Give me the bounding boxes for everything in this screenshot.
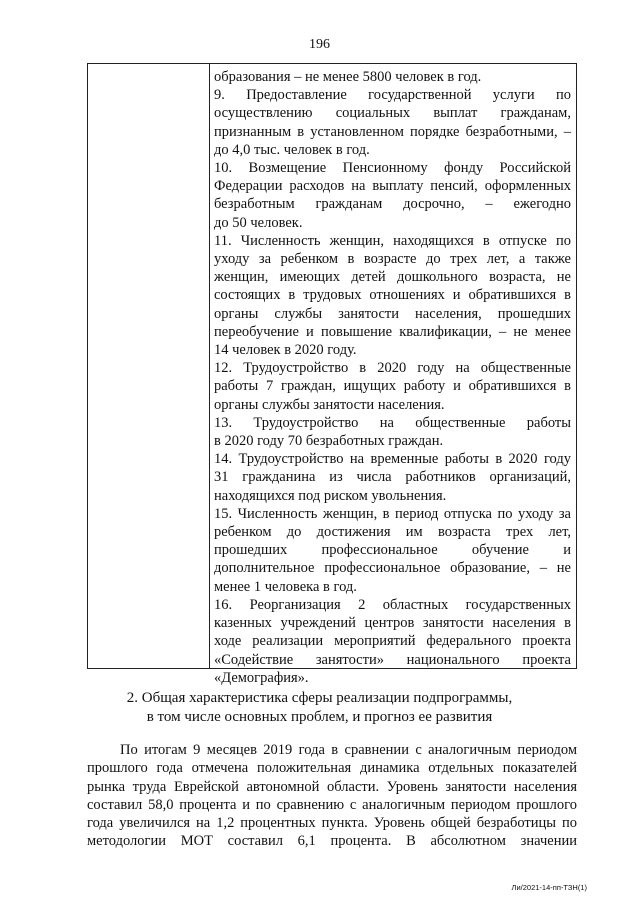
cell-line: образования – не менее 5800 человек в год. bbox=[214, 69, 482, 85]
table-cell-measures bbox=[214, 68, 571, 687]
cell-line: в 2020 году 70 безработных граждан. bbox=[214, 433, 444, 450]
cell-line: дополнительное профессиональное образование, – не bbox=[214, 560, 571, 577]
cell-line: осуществлению социальных выплат гражданам, bbox=[214, 105, 571, 122]
cell-line: 11. Численность женщин, находящихся в отпуске по bbox=[214, 232, 571, 249]
cell-line: состоящих в трудовых отношениях и обратившихся в bbox=[214, 287, 571, 304]
cell-line: до 4,0 тыс. человек в год. bbox=[214, 141, 370, 158]
cell-line: прошедших профессиональное обучение и bbox=[214, 542, 571, 559]
cell-line: 15. Численность женщин, в период отпуска по уходу за bbox=[214, 505, 571, 522]
cell-line: «Содействие занятости» национального проекта bbox=[214, 651, 571, 668]
body-line: года увеличился на 1,2 процентных пункта. Уровень общей безработицы по bbox=[87, 815, 577, 832]
cell-line: органы службы занятости населения, прошедших bbox=[214, 305, 571, 322]
body-line: рынка труда Еврейской автономной области. Уровень занятости населения bbox=[87, 778, 577, 795]
cell-line: признанным в установленном порядке безработными, – bbox=[214, 123, 571, 140]
cell-line: 9. Предоставление государственной услуги по bbox=[214, 87, 571, 104]
cell-line: переобучение и повышение квалификации, – не менее bbox=[214, 323, 571, 340]
section-heading-line: в том числе основных проблем, и прогноз ее развития bbox=[146, 708, 493, 725]
body-line: По итогам 9 месяцев 2019 года в сравнении с аналогичным периодом bbox=[120, 742, 577, 758]
section-heading bbox=[0, 689, 639, 726]
cell-line: ходе реализации мероприятий федерального проекта bbox=[214, 633, 571, 650]
body-line: составил 58,0 процента и по сравнению с аналогичным периодом прошлого bbox=[87, 796, 577, 813]
cell-line: 10. Возмещение Пенсионному фонду Российской bbox=[214, 160, 571, 177]
cell-line: безработным гражданам досрочно, – ежегодно bbox=[214, 196, 571, 213]
cell-line: до 50 человек. bbox=[214, 214, 303, 231]
section-body-paragraph bbox=[87, 741, 577, 851]
cell-line: ребенком до достижения им возраста трех лет, bbox=[214, 524, 571, 541]
cell-line: 13. Трудоустройство на общественные работы bbox=[214, 414, 571, 431]
cell-line: 12. Трудоустройство в 2020 году на общественные bbox=[214, 360, 571, 377]
page-number: 196 bbox=[309, 37, 330, 52]
measures-table bbox=[87, 63, 577, 686]
body-line: методологии МОТ составил 6,1 процента. В абсолютном значении bbox=[87, 833, 577, 850]
cell-line: 14 человек в 2020 году. bbox=[214, 342, 357, 359]
cell-line: уходу за ребенком в возрасте до трех лет, а также bbox=[214, 251, 571, 268]
table-column-divider bbox=[209, 64, 210, 668]
document-code: Ли/2021-14-пп-ТЗН(1) bbox=[511, 883, 587, 892]
cell-line: 31 гражданина из числа работников организаций, bbox=[214, 469, 571, 486]
cell-line: казенных учреждений центров занятости населения в bbox=[214, 615, 571, 632]
cell-line: работы 7 граждан, ищущих работу и обратившихся в bbox=[214, 378, 571, 395]
cell-line: «Демография». bbox=[214, 669, 309, 686]
section-heading-line: 2. Общая характеристика сферы реализации подпрограммы, bbox=[126, 690, 513, 706]
cell-line: 16. Реорганизация 2 областных государственных bbox=[214, 596, 571, 613]
cell-line: находящихся под риском увольнения. bbox=[214, 487, 447, 504]
cell-line: менее 1 человека в год. bbox=[214, 578, 357, 595]
cell-line: органы службы занятости населения. bbox=[214, 396, 445, 413]
cell-line: 14. Трудоустройство на временные работы в 2020 году bbox=[214, 451, 571, 468]
cell-line: женщин, имеющих детей дошкольного возраста, не bbox=[214, 269, 571, 286]
cell-line: Федерации расходов на выплату пенсий, оформленных bbox=[214, 178, 571, 195]
body-line: прошлого года отмечена положительная динамика отдельных показателей bbox=[87, 760, 577, 777]
